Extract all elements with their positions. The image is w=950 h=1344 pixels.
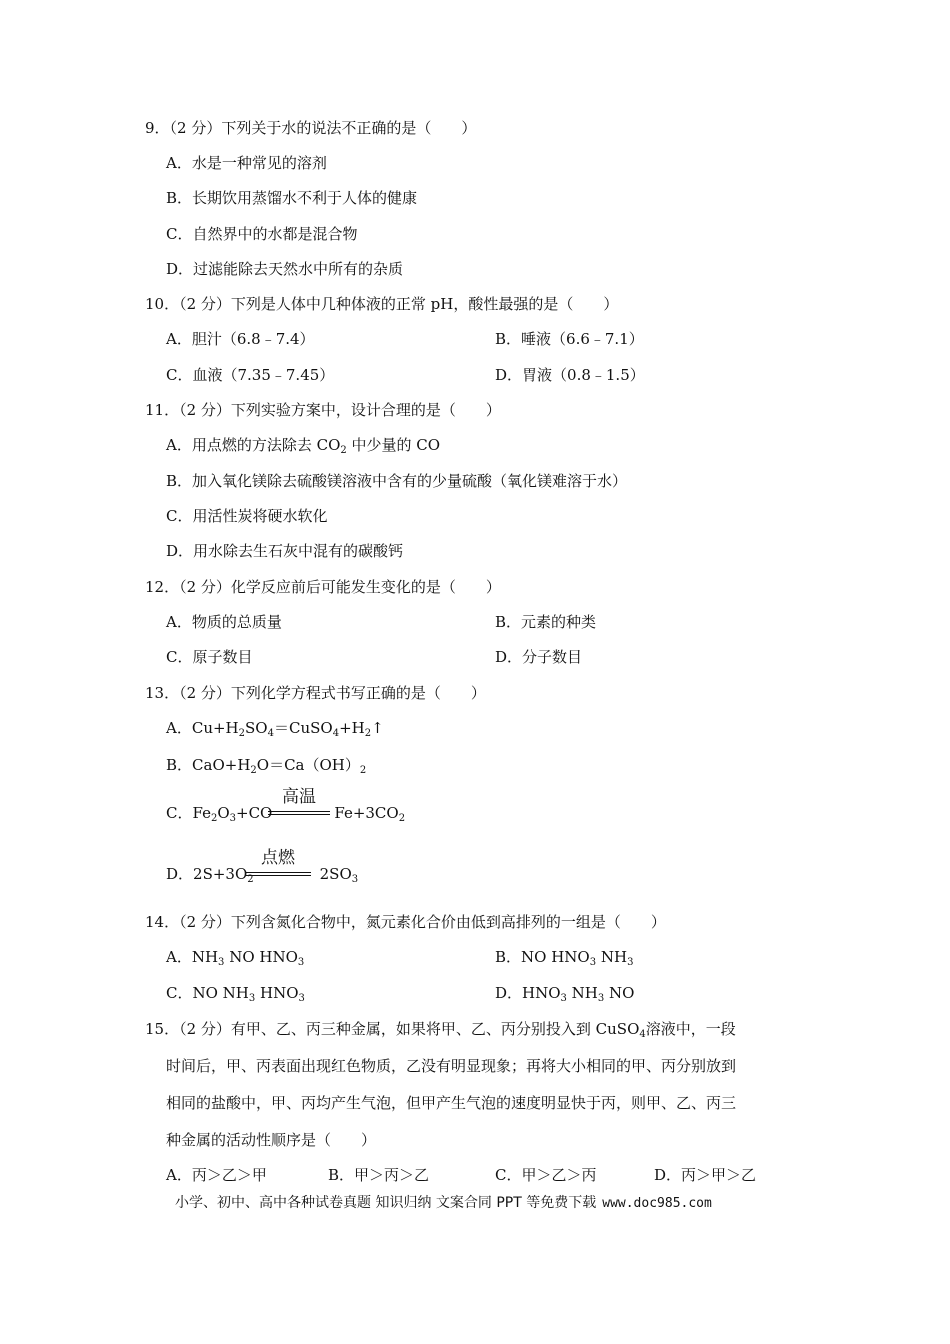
q13-b-eq-1: CaO+H: [192, 756, 251, 774]
question-15-option-a: A．丙＞乙＞甲: [166, 1166, 267, 1184]
q13-c-sub-3: 2: [398, 813, 406, 824]
question-15-option-c: C．甲＞乙＞丙: [495, 1166, 597, 1184]
q13-c-double-bar: [268, 811, 330, 815]
page-footer: [175, 1192, 712, 1212]
q13-c-eq-4: Fe+3CO: [334, 804, 399, 822]
question-9-option-a: A．水是一种常见的溶剂: [166, 154, 327, 172]
question-12-option-c: C．原子数目: [166, 648, 253, 666]
question-10-option-c: C．血液（7.35﹣7.45）: [166, 366, 335, 384]
q13-d-eq-1: 2S+3O: [193, 865, 248, 883]
q13-c-sub-2: 3: [229, 813, 237, 824]
question-13-option-b: [166, 755, 366, 775]
q13-c-sub-1: 2: [210, 813, 218, 824]
q13-d-sub-2: 3: [351, 874, 359, 885]
question-15-stem: [145, 1019, 736, 1039]
q11-a-text: A．用点燃的方法除去 CO: [166, 436, 341, 454]
q14-a-sub-1: 3: [218, 957, 225, 968]
q14-a-2: NO HNO: [224, 948, 298, 966]
question-14-stem: 14．（2 分）下列含氮化合物中，氮元素化合价由低到高排列的一组是（ ）: [145, 913, 666, 931]
question-13-option-a: [166, 718, 384, 738]
q13-d-sub-1: 2: [247, 874, 254, 885]
question-12-option-d: D．分子数目: [495, 648, 583, 666]
question-15-line-2: 时间后，甲、丙表面出现红色物质，乙没有明显现象；再将大小相同的甲、丙分别放到: [166, 1057, 737, 1075]
q14-a-1: A．NH: [166, 948, 219, 966]
q13-a-label: A．: [166, 719, 192, 737]
q13-b-eq-2: O＝Ca（OH）: [256, 756, 360, 774]
q13-c-eq-3: +CO: [236, 804, 273, 822]
q15-stem-1: 15．（2 分）有甲、乙、丙三种金属，如果将甲、乙、丙分别投入到 CuSO: [145, 1020, 640, 1038]
q13-c-label: C．: [166, 804, 193, 822]
question-15-option-d: D．丙＞甲＞乙: [654, 1166, 757, 1184]
question-12-option-b: B．元素的种类: [495, 613, 597, 631]
footer-link[interactable]: www.doc985.com: [602, 1196, 712, 1211]
question-10-option-a: A．胆汁（6.8﹣7.4）: [166, 330, 315, 348]
question-14-option-d: [495, 983, 634, 1003]
question-9-option-b: B．长期饮用蒸馏水不利于人体的健康: [166, 189, 418, 207]
q13-a-eq-2: SO: [245, 719, 268, 737]
q11-a-text-end: 中少量的 CO: [346, 436, 441, 454]
q14-d-sub-1: 3: [560, 993, 567, 1004]
question-11-stem: 11．（2 分）下列实验方案中，设计合理的是（ ）: [145, 401, 501, 419]
q13-b-sub-2: 2: [359, 765, 367, 776]
question-11-option-d: D．用水除去生石灰中混有的碳酸钙: [166, 542, 404, 560]
q13-a-eq-3: ＝CuSO: [273, 719, 333, 737]
question-9-option-c: C．自然界中的水都是混合物: [166, 225, 358, 243]
gas-arrow-icon: ↑: [371, 719, 384, 737]
q14-b-1: B．NO HNO: [495, 948, 590, 966]
question-11-option-b: B．加入氧化镁除去硫酸镁溶液中含有的少量硫酸（氧化镁难溶于水）: [166, 472, 628, 490]
q13-a-sub-4: 2: [364, 728, 372, 739]
q14-a-sub-2: 3: [297, 957, 305, 968]
q14-d-2: NH: [566, 984, 598, 1002]
q14-d-3: NO: [604, 984, 635, 1002]
q13-d-double-bar: [245, 872, 311, 876]
q13-a-sub-2: 4: [267, 728, 274, 739]
question-15-line-3: 相同的盐酸中，甲、丙均产生气泡，但甲产生气泡的速度明显快于丙，则甲、乙、丙三: [166, 1094, 737, 1112]
q14-b-sub-1: 3: [589, 957, 597, 968]
q13-c-eq-1: Fe: [192, 804, 211, 822]
q14-c-2: HNO: [255, 984, 299, 1002]
q11-a-sub: 2: [340, 445, 347, 456]
q13-d-eq-2: 2SO: [319, 865, 352, 883]
question-10-option-d: D．胃液（0.8﹣1.5）: [495, 366, 645, 384]
question-9-stem: 9．（2 分）下列关于水的说法不正确的是（ ）: [145, 119, 477, 137]
q13-d-condition: 点燃: [261, 848, 295, 868]
question-15-line-4: 种金属的活动性顺序是（ ）: [166, 1131, 377, 1149]
question-11-option-a: [166, 435, 440, 455]
question-14-option-a: [166, 947, 304, 967]
q13-a-eq-1: Cu+H: [191, 719, 239, 737]
q14-c-sub-2: 3: [298, 993, 305, 1004]
q14-d-1: D．HNO: [495, 984, 561, 1002]
q14-c-sub-1: 3: [248, 993, 256, 1004]
q14-b-sub-2: 3: [627, 957, 634, 968]
question-11-option-c: C．用活性炭将硬水软化: [166, 507, 328, 525]
question-10-option-b: B．唾液（6.6﹣7.1）: [495, 330, 644, 348]
q13-c-condition: 高温: [282, 787, 316, 807]
q13-b-sub-1: 2: [250, 765, 257, 776]
question-12-stem: 12．（2 分）化学反应前后可能发生变化的是（ ）: [145, 578, 501, 596]
question-14-option-b: [495, 947, 633, 967]
q13-a-sub-3: 4: [332, 728, 340, 739]
q13-a-eq-4: +H: [339, 719, 365, 737]
q13-a-sub-1: 2: [238, 728, 246, 739]
q13-b-label: B．: [166, 756, 193, 774]
q15-stem-sub: 4: [639, 1029, 646, 1040]
q14-b-2: NH: [596, 948, 628, 966]
footer-text: 小学、初中、高中各种试卷真题 知识归纳 文案合同 PPT 等免费下载: [175, 1195, 597, 1211]
q13-c-eq-2: O: [217, 804, 230, 822]
question-12-option-a: A．物质的总质量: [166, 613, 282, 631]
question-10-stem: 10．（2 分）下列是人体中几种体液的正常 pH，酸性最强的是（ ）: [145, 295, 619, 313]
q15-stem-2: 溶液中，一段: [645, 1020, 736, 1038]
q14-c-1: C．NO NH: [166, 984, 249, 1002]
question-9-option-d: D．过滤能除去天然水中所有的杂质: [166, 260, 404, 278]
question-14-option-c: [166, 983, 305, 1003]
q13-d-label: D．: [166, 865, 194, 883]
question-15-option-b: B．甲＞丙＞乙: [328, 1166, 430, 1184]
q14-d-sub-2: 3: [597, 993, 605, 1004]
question-13-stem: 13．（2 分）下列化学方程式书写正确的是（ ）: [145, 684, 486, 702]
